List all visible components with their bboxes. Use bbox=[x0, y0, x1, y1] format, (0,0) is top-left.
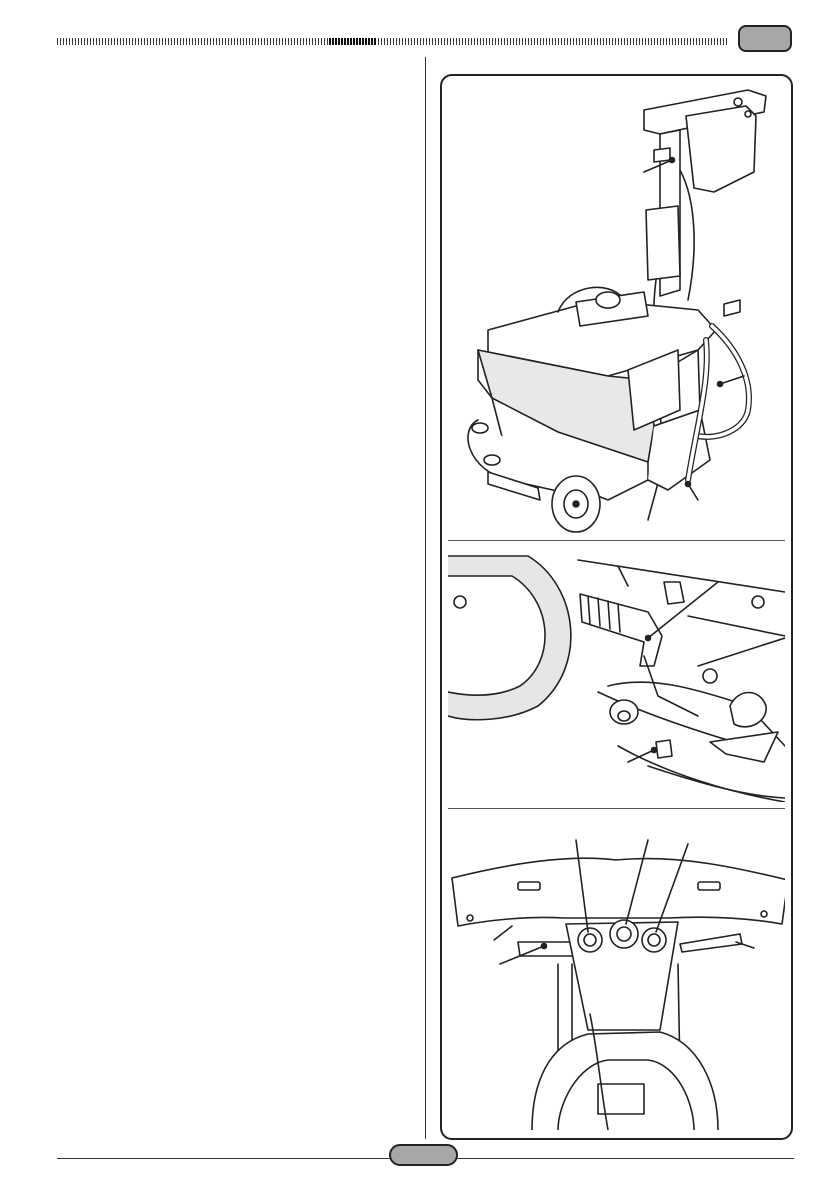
header-rule-accent bbox=[329, 38, 377, 45]
figure-squeegee-hose-detail bbox=[448, 546, 785, 802]
panel-separator bbox=[448, 540, 785, 541]
page-number-badge bbox=[389, 1144, 458, 1166]
figure-frame bbox=[440, 74, 793, 1140]
figure-handlebar-controls-detail bbox=[448, 814, 785, 1130]
language-tab bbox=[738, 25, 792, 52]
panel-separator bbox=[448, 808, 785, 809]
header-rule bbox=[57, 38, 728, 45]
column-divider bbox=[425, 57, 426, 1139]
figure-machine-overview bbox=[448, 80, 785, 536]
